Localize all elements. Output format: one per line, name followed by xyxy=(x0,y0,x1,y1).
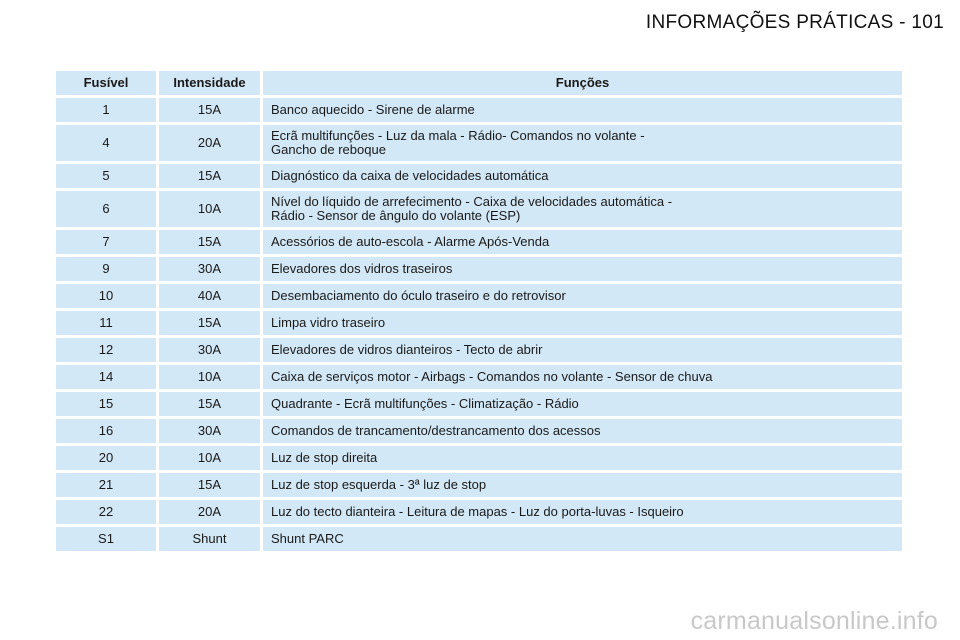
fuse-intensity: 15A xyxy=(156,164,260,188)
fuse-functions xyxy=(260,284,902,308)
table-row xyxy=(56,164,902,188)
fuse-functions xyxy=(260,98,902,122)
fuse-number: 6 xyxy=(56,191,156,227)
fuse-functions xyxy=(260,365,902,389)
function-line: Ecrã multifunções - Luz da mala - Rádio- Comandos no volante - xyxy=(271,128,645,143)
table-row xyxy=(56,257,902,281)
function-line: Desembaciamento do óculo traseiro e do retrovisor xyxy=(271,288,566,303)
fuse-number: 4 xyxy=(56,125,156,161)
fuse-intensity: 15A xyxy=(156,230,260,254)
fuse-intensity: 30A xyxy=(156,257,260,281)
fuse-intensity: 15A xyxy=(156,392,260,416)
page-title: INFORMAÇÕES PRÁTICAS - 101 xyxy=(645,12,944,33)
function-line: Comandos de trancamento/destrancamento dos acessos xyxy=(271,423,601,438)
fuse-number: 22 xyxy=(56,500,156,524)
column-header-functions: Funções xyxy=(260,71,902,95)
fuse-number: 10 xyxy=(56,284,156,308)
fuse-functions xyxy=(260,392,902,416)
table-row xyxy=(56,338,902,362)
table-row xyxy=(56,473,902,497)
fuse-table-body xyxy=(56,98,902,551)
fuse-number: 9 xyxy=(56,257,156,281)
table-row xyxy=(56,191,902,227)
table-row xyxy=(56,527,902,551)
function-line: Quadrante - Ecrã multifunções - Climatização - Rádio xyxy=(271,396,579,411)
fuse-intensity: Shunt xyxy=(156,527,260,551)
table-row xyxy=(56,419,902,443)
fuse-intensity: 10A xyxy=(156,191,260,227)
fuse-number: 12 xyxy=(56,338,156,362)
fuse-intensity: 30A xyxy=(156,419,260,443)
column-header-intensity: Intensidade xyxy=(156,71,260,95)
function-line: Banco aquecido - Sirene de alarme xyxy=(271,102,475,117)
table-row xyxy=(56,392,902,416)
fuse-intensity: 15A xyxy=(156,473,260,497)
table-row xyxy=(56,284,902,308)
function-line: Acessórios de auto-escola - Alarme Após-Venda xyxy=(271,234,550,249)
table-row xyxy=(56,311,902,335)
table-row xyxy=(56,365,902,389)
fuse-number: 16 xyxy=(56,419,156,443)
column-header-fuse: Fusível xyxy=(56,71,156,95)
table-row xyxy=(56,446,902,470)
fuse-intensity: 30A xyxy=(156,338,260,362)
function-line: Diagnóstico da caixa de velocidades automática xyxy=(271,168,549,183)
table-row xyxy=(56,125,902,161)
function-line: Gancho de reboque xyxy=(271,142,386,157)
fuse-functions xyxy=(260,473,902,497)
fuse-functions xyxy=(260,338,902,362)
function-line: Luz de stop esquerda - 3ª luz de stop xyxy=(271,477,487,492)
function-line: Rádio - Sensor de ângulo do volante (ESP) xyxy=(271,208,521,223)
fuse-functions xyxy=(260,257,902,281)
watermark: carmanualsonline.info xyxy=(690,607,938,635)
table-row xyxy=(56,230,902,254)
function-line: Caixa de serviços motor - Airbags - Comandos no volante - Sensor de chuva xyxy=(271,369,713,384)
fuse-number: 1 xyxy=(56,98,156,122)
fuse-intensity: 20A xyxy=(156,500,260,524)
fuse-intensity: 15A xyxy=(156,311,260,335)
fuse-functions xyxy=(260,527,902,551)
fuse-functions xyxy=(260,230,902,254)
function-line: Luz de stop direita xyxy=(271,450,378,465)
table-row xyxy=(56,98,902,122)
fuse-functions xyxy=(260,419,902,443)
fuse-number: 21 xyxy=(56,473,156,497)
fuse-functions xyxy=(260,191,902,227)
fuse-intensity: 15A xyxy=(156,98,260,122)
table-header-row xyxy=(56,71,902,95)
fuse-functions xyxy=(260,500,902,524)
function-line: Nível do líquido de arrefecimento - Caixa de velocidades automática - xyxy=(271,194,673,209)
fuse-functions xyxy=(260,164,902,188)
fuse-functions xyxy=(260,446,902,470)
fuse-number: 15 xyxy=(56,392,156,416)
fuse-number: 11 xyxy=(56,311,156,335)
fuse-number: 14 xyxy=(56,365,156,389)
function-line: Elevadores de vidros dianteiros - Tecto de abrir xyxy=(271,342,543,357)
fuse-number: 7 xyxy=(56,230,156,254)
fuse-number: S1 xyxy=(56,527,156,551)
fuse-number: 5 xyxy=(56,164,156,188)
function-line: Elevadores dos vidros traseiros xyxy=(271,261,453,276)
fuse-functions xyxy=(260,311,902,335)
fuse-intensity: 20A xyxy=(156,125,260,161)
function-line: Shunt PARC xyxy=(271,531,344,546)
fuse-intensity: 40A xyxy=(156,284,260,308)
fuse-functions xyxy=(260,125,902,161)
fuse-table xyxy=(56,68,902,554)
function-line: Limpa vidro traseiro xyxy=(271,315,386,330)
table-row xyxy=(56,500,902,524)
fuse-intensity: 10A xyxy=(156,365,260,389)
fuse-number: 20 xyxy=(56,446,156,470)
function-line: Luz do tecto dianteira - Leitura de mapas - Luz do porta-luvas - Isqueiro xyxy=(271,504,684,519)
fuse-intensity: 10A xyxy=(156,446,260,470)
